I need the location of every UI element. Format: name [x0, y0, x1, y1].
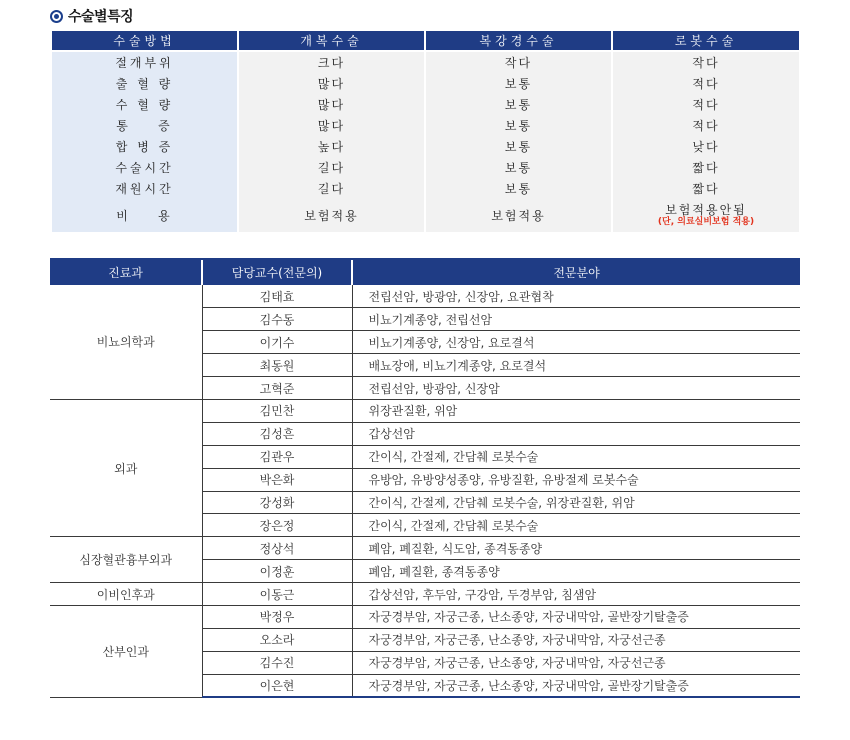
header-method: 수술방법 [52, 31, 237, 52]
doctor-name: 고혁준 [202, 377, 352, 400]
header-department: 진료과 [50, 259, 202, 285]
lap-value: 보험적용 [426, 199, 611, 232]
section-header [50, 6, 133, 26]
row-label: 비 용 [52, 199, 237, 232]
robot-value: 적다 [613, 115, 799, 136]
row-label: 통 증 [52, 115, 237, 136]
header-open-surgery: 개복수술 [239, 31, 424, 52]
doctor-name: 김수진 [202, 651, 352, 674]
row-label: 절개부위 [52, 52, 237, 73]
table-row [50, 399, 800, 422]
lap-value: 보통 [426, 94, 611, 115]
doctor-name: 이기수 [202, 331, 352, 354]
doctor-specialty: 비뇨기계종양, 전립선암 [352, 308, 800, 331]
doctor-specialty: 갑상선암 [352, 422, 800, 445]
header-specialty: 전문분야 [352, 259, 800, 285]
lap-value: 보통 [426, 178, 611, 199]
robot-value: 적다 [613, 94, 799, 115]
header-laparoscopic-surgery: 복강경수술 [426, 31, 611, 52]
row-label: 재원시간 [52, 178, 237, 199]
doctor-specialty: 배뇨장애, 비뇨기계종양, 요로결석 [352, 354, 800, 377]
department-name: 이비인후과 [50, 583, 202, 606]
doctor-specialty: 폐암, 폐질환, 식도암, 종격동종양 [352, 537, 800, 560]
open-value: 길다 [239, 157, 424, 178]
comparison-row [52, 199, 799, 232]
doctor-name: 김성흔 [202, 422, 352, 445]
row-label: 합 병 증 [52, 136, 237, 157]
doctor-specialty: 전립선암, 방광암, 신장암 [352, 377, 800, 400]
open-value: 크다 [239, 52, 424, 73]
lap-value: 보통 [426, 157, 611, 178]
doctor-name: 박정우 [202, 605, 352, 628]
comparison-row [52, 157, 799, 178]
row-label: 수술시간 [52, 157, 237, 178]
comparison-row [52, 115, 799, 136]
robot-value: 낮다 [613, 136, 799, 157]
robot-value: 짧다 [613, 157, 799, 178]
header-robotic-surgery: 로봇수술 [613, 31, 799, 52]
doctor-specialty: 자궁경부암, 자궁근종, 난소종양, 자궁내막암, 골반장기탈출증 [352, 674, 800, 697]
robot-cost-cell [613, 199, 799, 232]
open-value: 길다 [239, 178, 424, 199]
lap-value: 작다 [426, 52, 611, 73]
doctor-name: 김민찬 [202, 399, 352, 422]
lap-value: 보통 [426, 115, 611, 136]
robot-value: 적다 [613, 73, 799, 94]
doctor-name: 장은정 [202, 514, 352, 537]
doctor-specialty: 자궁경부암, 자궁근종, 난소종양, 자궁내막암, 골반장기탈출증 [352, 605, 800, 628]
surgery-comparison-table [50, 31, 801, 232]
comparison-row [52, 94, 799, 115]
table-row [50, 583, 800, 606]
doctor-name: 강성화 [202, 491, 352, 514]
doctor-specialty: 간이식, 간절제, 간담췌 로봇수술 [352, 445, 800, 468]
table-row [50, 537, 800, 560]
doctor-specialty: 폐암, 폐질환, 종격동종양 [352, 560, 800, 583]
lap-value: 보통 [426, 73, 611, 94]
open-value: 많다 [239, 73, 424, 94]
robot-value: 보험적용안됨 [665, 203, 747, 217]
open-value: 보험적용 [239, 199, 424, 232]
doctor-specialty: 전립선암, 방광암, 신장암, 요관협착 [352, 285, 800, 308]
doctor-specialty: 갑상선암, 후두암, 구강암, 두경부암, 침샘암 [352, 583, 800, 606]
comparison-row [52, 73, 799, 94]
doctor-specialty: 자궁경부암, 자궁근종, 난소종양, 자궁내막암, 자궁선근종 [352, 628, 800, 651]
comparison-row [52, 136, 799, 157]
section-title: 수술별특징 [68, 9, 134, 25]
doctor-name: 정상석 [202, 537, 352, 560]
robot-insurance-note: (단, 의료실비보험 적용) [657, 217, 755, 227]
doctor-name: 이동근 [202, 583, 352, 606]
doctor-specialty: 비뇨기계종양, 신장암, 요로결석 [352, 331, 800, 354]
department-name: 외과 [50, 399, 202, 536]
department-name: 비뇨의학과 [50, 285, 202, 399]
doctor-name: 최동원 [202, 354, 352, 377]
header-doctor: 담당교수(전문의) [202, 259, 352, 285]
doctor-specialty: 위장관질환, 위암 [352, 399, 800, 422]
bullet-circle-icon [50, 10, 63, 23]
comparison-row [52, 178, 799, 199]
doctor-name: 박은화 [202, 468, 352, 491]
doctor-name: 오소라 [202, 628, 352, 651]
robot-value: 짧다 [613, 178, 799, 199]
comparison-header-row [52, 31, 799, 52]
doctors-table [50, 258, 800, 698]
doctor-specialty: 간이식, 간절제, 간담췌 로봇수술 [352, 514, 800, 537]
row-label: 수 혈 량 [52, 94, 237, 115]
doctor-name: 김태효 [202, 285, 352, 308]
open-value: 많다 [239, 94, 424, 115]
doctor-specialty: 간이식, 간절제, 간담췌 로봇수술, 위장관질환, 위암 [352, 491, 800, 514]
row-label: 출 혈 량 [52, 73, 237, 94]
open-value: 많다 [239, 115, 424, 136]
doctor-name: 김수동 [202, 308, 352, 331]
lap-value: 보통 [426, 136, 611, 157]
comparison-row [52, 52, 799, 73]
doctor-name: 김관우 [202, 445, 352, 468]
table-row [50, 605, 800, 628]
department-name: 심장혈관흉부외과 [50, 537, 202, 583]
open-value: 높다 [239, 136, 424, 157]
robot-value: 작다 [613, 52, 799, 73]
department-name: 산부인과 [50, 605, 202, 697]
doctor-name: 이은현 [202, 674, 352, 697]
doctors-header-row [50, 259, 800, 285]
doctor-specialty: 유방암, 유방양성종양, 유방질환, 유방절제 로봇수술 [352, 468, 800, 491]
table-row [50, 285, 800, 308]
doctor-name: 이정훈 [202, 560, 352, 583]
doctor-specialty: 자궁경부암, 자궁근종, 난소종양, 자궁내막암, 자궁선근종 [352, 651, 800, 674]
